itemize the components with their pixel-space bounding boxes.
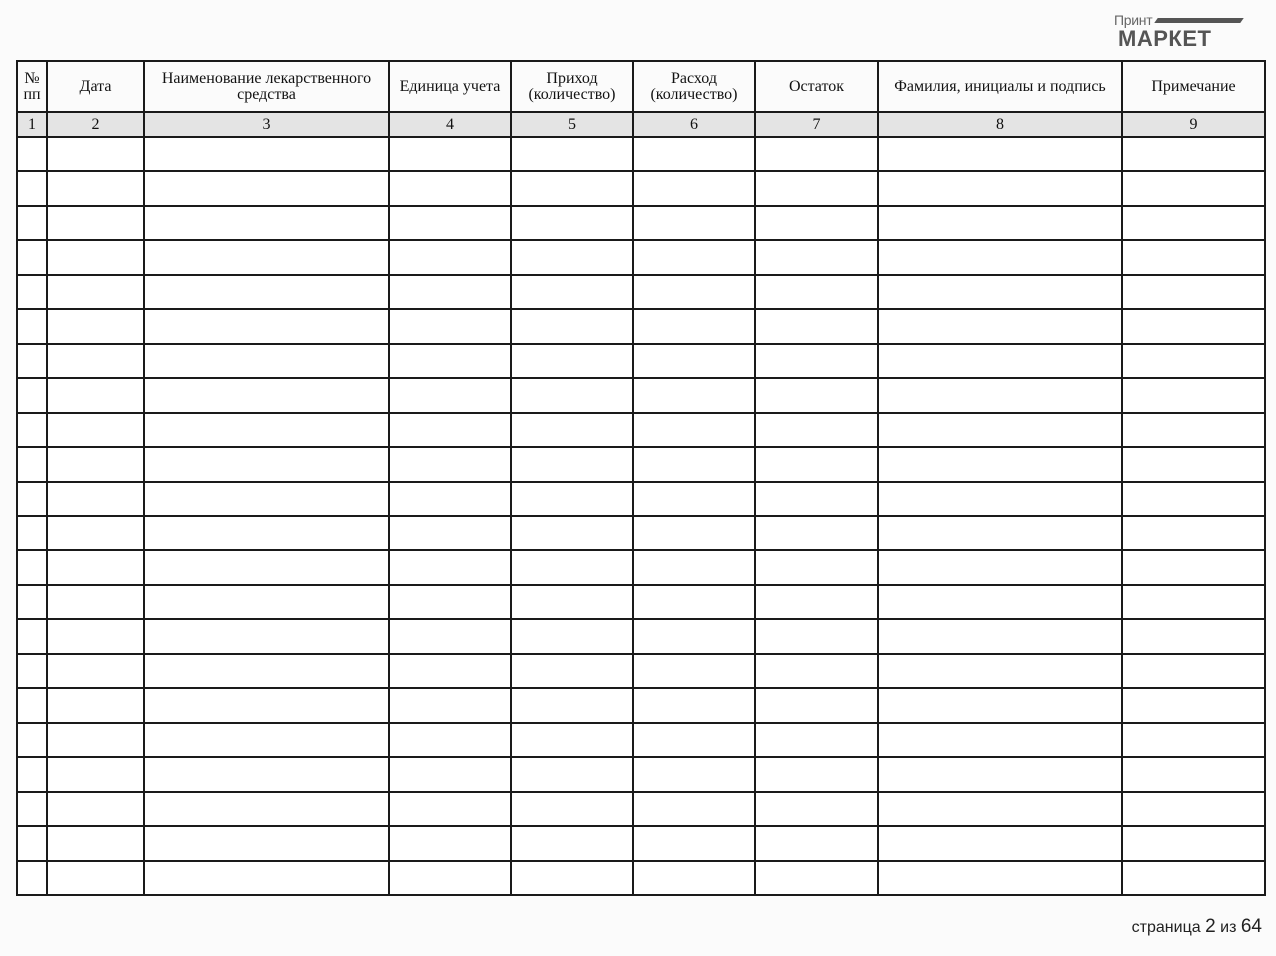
empty-cell (144, 240, 389, 274)
empty-cell (17, 550, 47, 584)
empty-cell (511, 585, 633, 619)
empty-cell (47, 723, 144, 757)
empty-cell (755, 137, 878, 171)
logo-top-text: Принт (1114, 12, 1153, 28)
empty-cell (878, 447, 1122, 481)
empty-cell (389, 275, 511, 309)
empty-cell (144, 206, 389, 240)
column-number: 4 (389, 112, 511, 137)
empty-cell (389, 482, 511, 516)
empty-cell (389, 516, 511, 550)
page-current: 2 (1205, 916, 1216, 937)
empty-cell (389, 206, 511, 240)
empty-cell (47, 344, 144, 378)
header-cell: Расход (количество) (633, 61, 755, 112)
column-number: 2 (47, 112, 144, 137)
empty-cell (17, 585, 47, 619)
empty-cell (389, 550, 511, 584)
empty-cell (144, 171, 389, 205)
empty-cell (47, 757, 144, 791)
table-row (17, 275, 1265, 309)
empty-cell (389, 861, 511, 895)
table-row (17, 688, 1265, 722)
empty-cell (633, 344, 755, 378)
empty-cell (511, 447, 633, 481)
empty-cell (1122, 413, 1265, 447)
table-row (17, 482, 1265, 516)
table-row (17, 792, 1265, 826)
empty-cell (633, 482, 755, 516)
logo-bottom-text: МАРКЕТ (1118, 26, 1212, 51)
table-row (17, 861, 1265, 895)
empty-cell (47, 171, 144, 205)
empty-cell (389, 619, 511, 653)
empty-cell (633, 861, 755, 895)
empty-cell (1122, 378, 1265, 412)
empty-cell (1122, 654, 1265, 688)
empty-cell (47, 137, 144, 171)
empty-cell (17, 516, 47, 550)
empty-cell (47, 654, 144, 688)
empty-cell (878, 757, 1122, 791)
table-row (17, 137, 1265, 171)
empty-cell (511, 309, 633, 343)
empty-cell (633, 275, 755, 309)
table-row (17, 654, 1265, 688)
empty-cell (17, 792, 47, 826)
empty-cell (1122, 585, 1265, 619)
empty-cell (389, 309, 511, 343)
logo-stripe (1154, 18, 1244, 23)
empty-cell (755, 171, 878, 205)
empty-cell (878, 309, 1122, 343)
empty-cell (1122, 171, 1265, 205)
empty-cell (1122, 275, 1265, 309)
empty-cell (17, 447, 47, 481)
empty-cell (47, 688, 144, 722)
empty-cell (755, 344, 878, 378)
empty-cell (144, 688, 389, 722)
header-cell: Единица учета (389, 61, 511, 112)
empty-cell (633, 447, 755, 481)
empty-cell (144, 137, 389, 171)
empty-cell (1122, 826, 1265, 860)
empty-cell (511, 378, 633, 412)
empty-cell (1122, 206, 1265, 240)
empty-cell (878, 413, 1122, 447)
table-row (17, 171, 1265, 205)
empty-cell (144, 516, 389, 550)
empty-cell (878, 344, 1122, 378)
empty-cell (755, 757, 878, 791)
empty-cell (755, 240, 878, 274)
empty-cell (1122, 792, 1265, 826)
empty-cell (389, 413, 511, 447)
empty-cell (633, 619, 755, 653)
empty-cell (47, 275, 144, 309)
empty-cell (47, 516, 144, 550)
empty-cell (878, 275, 1122, 309)
table-row (17, 585, 1265, 619)
empty-cell (878, 137, 1122, 171)
empty-cell (511, 757, 633, 791)
empty-cell (1122, 309, 1265, 343)
empty-cell (144, 585, 389, 619)
column-number: 7 (755, 112, 878, 137)
empty-cell (17, 275, 47, 309)
empty-cell (633, 206, 755, 240)
empty-cell (389, 171, 511, 205)
empty-cell (755, 826, 878, 860)
empty-cell (144, 344, 389, 378)
empty-cell (511, 723, 633, 757)
empty-cell (1122, 688, 1265, 722)
empty-cell (47, 792, 144, 826)
empty-cell (1122, 723, 1265, 757)
empty-cell (633, 516, 755, 550)
empty-cell (633, 585, 755, 619)
empty-cell (47, 206, 144, 240)
empty-cell (144, 378, 389, 412)
column-number-row (17, 112, 1265, 137)
empty-cell (47, 861, 144, 895)
empty-cell (1122, 137, 1265, 171)
empty-cell (1122, 861, 1265, 895)
column-number: 6 (633, 112, 755, 137)
column-number: 3 (144, 112, 389, 137)
empty-cell (389, 792, 511, 826)
empty-cell (17, 826, 47, 860)
empty-cell (144, 654, 389, 688)
empty-cell (878, 240, 1122, 274)
empty-cell (511, 516, 633, 550)
table-row (17, 344, 1265, 378)
empty-cell (755, 275, 878, 309)
empty-cell (17, 757, 47, 791)
empty-cell (878, 482, 1122, 516)
column-number: 8 (878, 112, 1122, 137)
empty-cell (1122, 482, 1265, 516)
empty-cell (17, 654, 47, 688)
empty-cell (755, 413, 878, 447)
empty-cell (878, 792, 1122, 826)
empty-cell (144, 482, 389, 516)
table-row (17, 723, 1265, 757)
table-row (17, 826, 1265, 860)
table-row (17, 378, 1265, 412)
empty-cell (878, 654, 1122, 688)
empty-cell (47, 447, 144, 481)
empty-cell (511, 654, 633, 688)
empty-cell (755, 723, 878, 757)
empty-cell (144, 826, 389, 860)
empty-cell (633, 171, 755, 205)
empty-cell (17, 344, 47, 378)
empty-cell (878, 206, 1122, 240)
empty-cell (511, 688, 633, 722)
empty-cell (17, 309, 47, 343)
empty-cell (47, 413, 144, 447)
empty-cell (755, 482, 878, 516)
empty-cell (633, 413, 755, 447)
empty-cell (633, 240, 755, 274)
empty-cell (17, 861, 47, 895)
empty-cell (17, 378, 47, 412)
empty-cell (633, 378, 755, 412)
header-cell: Остаток (755, 61, 878, 112)
empty-cell (17, 688, 47, 722)
page-total: 64 (1240, 916, 1262, 937)
empty-cell (389, 688, 511, 722)
empty-cell (17, 206, 47, 240)
empty-cell (511, 171, 633, 205)
page-counter-prefix: страница (1131, 919, 1201, 936)
column-number: 1 (17, 112, 47, 137)
table-row (17, 550, 1265, 584)
header-cell: Примечание (1122, 61, 1265, 112)
empty-cell (511, 137, 633, 171)
empty-cell (47, 826, 144, 860)
empty-cell (755, 792, 878, 826)
empty-cell (1122, 550, 1265, 584)
empty-cell (755, 516, 878, 550)
empty-cell (144, 447, 389, 481)
empty-cell (633, 550, 755, 584)
empty-cell (633, 309, 755, 343)
empty-cell (755, 309, 878, 343)
empty-cell (878, 723, 1122, 757)
empty-cell (633, 792, 755, 826)
empty-cell (878, 585, 1122, 619)
empty-cell (389, 240, 511, 274)
empty-cell (755, 378, 878, 412)
empty-cell (511, 240, 633, 274)
empty-cell (878, 826, 1122, 860)
empty-cell (144, 550, 389, 584)
empty-cell (511, 206, 633, 240)
empty-cell (511, 619, 633, 653)
empty-cell (47, 482, 144, 516)
empty-cell (17, 619, 47, 653)
empty-cell (144, 723, 389, 757)
header-cell: Приход (количество) (511, 61, 633, 112)
empty-cell (755, 585, 878, 619)
empty-cell (511, 344, 633, 378)
empty-cell (389, 585, 511, 619)
empty-cell (755, 550, 878, 584)
empty-cell (878, 688, 1122, 722)
empty-cell (144, 413, 389, 447)
header-cell: Наименование лекарственного средства (144, 61, 389, 112)
header-cell: Фамилия, инициалы и подпись (878, 61, 1122, 112)
empty-cell (1122, 447, 1265, 481)
empty-cell (389, 654, 511, 688)
empty-cell (144, 275, 389, 309)
empty-cell (755, 619, 878, 653)
column-number: 5 (511, 112, 633, 137)
empty-cell (144, 792, 389, 826)
empty-cell (389, 723, 511, 757)
empty-cell (47, 309, 144, 343)
table-row (17, 206, 1265, 240)
empty-cell (878, 619, 1122, 653)
empty-cell (755, 206, 878, 240)
empty-cell (389, 344, 511, 378)
empty-cell (633, 654, 755, 688)
empty-cell (633, 137, 755, 171)
empty-cell (17, 413, 47, 447)
empty-cell (144, 619, 389, 653)
empty-cell (633, 757, 755, 791)
empty-cell (878, 861, 1122, 895)
empty-cell (878, 378, 1122, 412)
header-cell: № пп (17, 61, 47, 112)
empty-cell (47, 619, 144, 653)
table-row (17, 413, 1265, 447)
empty-cell (144, 757, 389, 791)
empty-cell (17, 171, 47, 205)
page-counter (1132, 916, 1262, 938)
table-row (17, 757, 1265, 791)
empty-cell (755, 688, 878, 722)
empty-cell (755, 861, 878, 895)
empty-cell (878, 550, 1122, 584)
empty-cell (47, 550, 144, 584)
empty-cell (47, 585, 144, 619)
empty-cell (17, 240, 47, 274)
empty-cell (389, 757, 511, 791)
empty-cell (144, 861, 389, 895)
empty-cell (17, 723, 47, 757)
empty-cell (389, 826, 511, 860)
table-row (17, 309, 1265, 343)
header-cell: Дата (47, 61, 144, 112)
table-body (17, 137, 1265, 895)
header-row (17, 61, 1265, 112)
empty-cell (511, 826, 633, 860)
empty-cell (17, 482, 47, 516)
page-counter-middle: из (1220, 919, 1237, 936)
empty-cell (633, 723, 755, 757)
table-row (17, 447, 1265, 481)
empty-cell (144, 309, 389, 343)
empty-cell (1122, 757, 1265, 791)
empty-cell (389, 447, 511, 481)
empty-cell (47, 240, 144, 274)
empty-cell (633, 688, 755, 722)
empty-cell (878, 171, 1122, 205)
empty-cell (47, 378, 144, 412)
empty-cell (1122, 619, 1265, 653)
empty-cell (389, 378, 511, 412)
column-number: 9 (1122, 112, 1265, 137)
empty-cell (878, 516, 1122, 550)
empty-cell (511, 482, 633, 516)
empty-cell (1122, 344, 1265, 378)
empty-cell (17, 137, 47, 171)
empty-cell (1122, 516, 1265, 550)
printmarket-logo (1114, 12, 1244, 52)
empty-cell (511, 792, 633, 826)
empty-cell (511, 861, 633, 895)
empty-cell (511, 413, 633, 447)
medicine-journal-table (16, 60, 1266, 896)
empty-cell (633, 826, 755, 860)
table-row (17, 516, 1265, 550)
empty-cell (1122, 240, 1265, 274)
empty-cell (755, 447, 878, 481)
empty-cell (755, 654, 878, 688)
empty-cell (389, 137, 511, 171)
empty-cell (511, 550, 633, 584)
table-row (17, 619, 1265, 653)
empty-cell (511, 275, 633, 309)
table-row (17, 240, 1265, 274)
